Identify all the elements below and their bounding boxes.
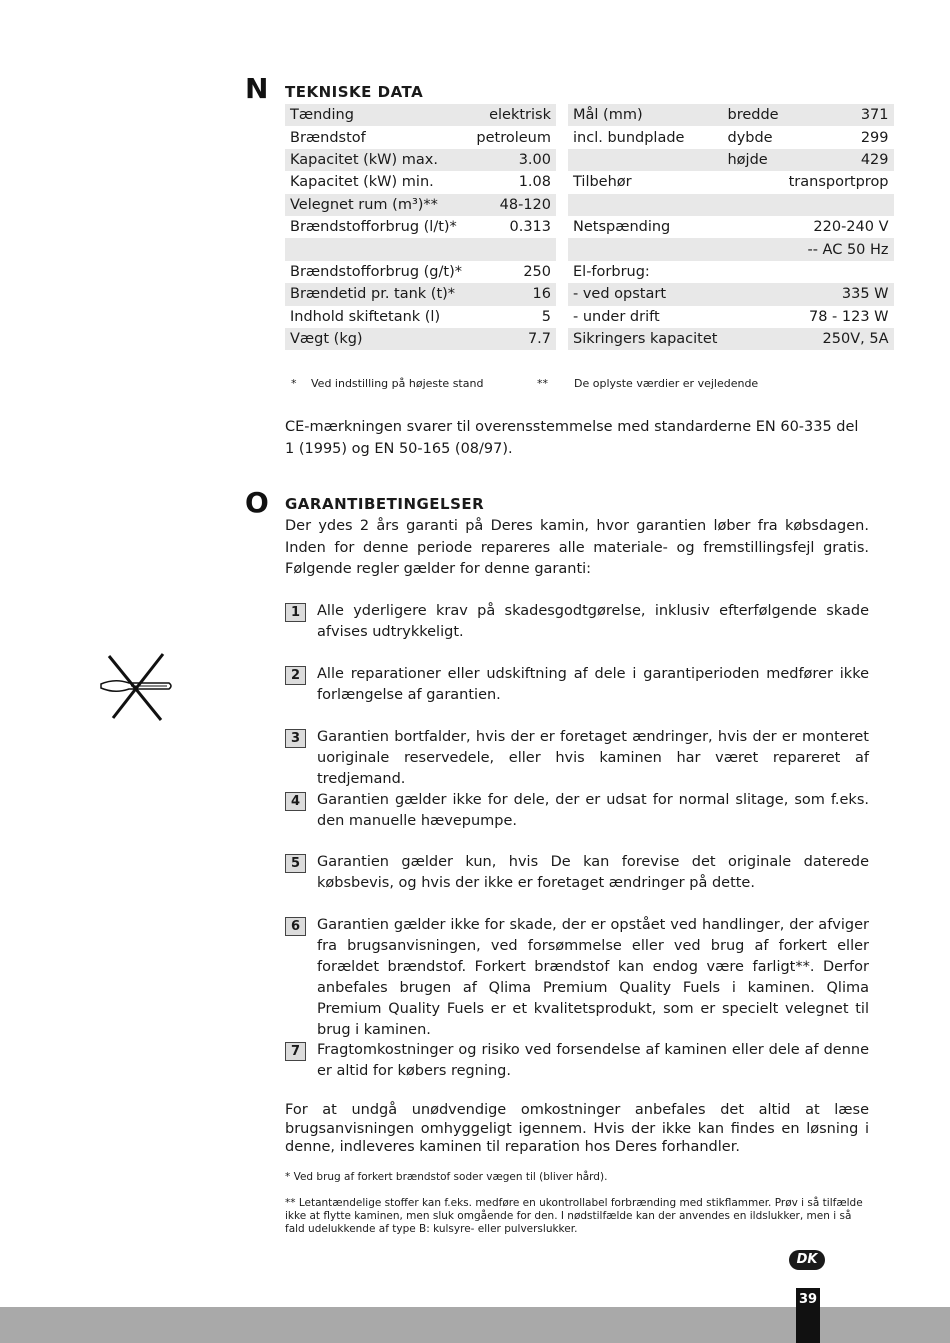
spec-label: Velegnet rum (m³)** [285,194,470,216]
spec-label: Brændstof [290,129,366,146]
spec-value [470,238,556,260]
spec-dimension [722,283,783,305]
spec-dimension [722,216,783,238]
item-number-box: 5 [285,854,306,873]
item-text: Alle reparationer eller udskiftning af dele i garantiperioden medfører ikke forlængelse af garantien. [317,666,869,703]
warranty-item [285,790,869,832]
spec-label: Sikringers kapacitet [568,328,722,350]
warranty-item [285,852,869,894]
spec-value [784,194,894,216]
spec-value: transportprop [788,174,889,191]
item-text: Garantien gælder kun, hvis De kan forevise det originale daterede købsbevis, og hvis der ikke er foretaget ændringer på dette. [317,854,869,891]
spec-table-left [285,104,556,350]
spec-label [568,149,722,171]
footnote-dstar-text: De oplyste værdier er vejledende [574,377,759,390]
spec-row [285,194,556,216]
spec-row [285,171,556,193]
spec-row [285,104,556,126]
spec-label: Indhold skiftetank (l) [290,308,441,325]
spec-value: 429 [784,149,894,171]
spec-label: - ved opstart [568,283,722,305]
spec-row [285,216,556,238]
spec-value: 5 [541,308,551,325]
spec-label [285,238,470,260]
spec-value: -- AC 50 Hz [784,238,894,260]
spec-row [568,216,894,238]
spec-row [285,126,556,148]
item-text: Garantien gælder ikke for dele, der er udsat for normal slitage, som f.eks. den manuelle hævepumpe. [317,792,869,829]
spec-value: 3.00 [470,149,556,171]
spec-value: 335 W [784,283,894,305]
language-badge: DK [789,1250,825,1270]
footnote-2: ** Letantændelige stoffer kan f.eks. medføre en ukontrollabel forbrænding med stikflammer. Prøv i så tilfælde ikke at flytte kaminen, men sluk omgående for den. I nødstilfælde kan der anvendes en ildslukker, men i så fald udelukkende af type B: kulsyre- eller pulverslukker. [285,1197,863,1235]
spec-value: 0.313 [509,219,551,236]
warranty-item [285,601,869,643]
item-text: Fragtomkostninger og risiko ved forsendelse af kaminen eller dele af denne er altid for købers regning. [317,1042,869,1079]
spec-row [285,238,556,260]
spec-row [285,306,556,328]
warranty-item [285,727,869,790]
spec-value: 7.7 [470,328,556,350]
crossed-screwdriver-icon [95,650,177,728]
spec-label: Tilbehør [573,174,632,191]
spec-value: 1.08 [518,174,551,191]
item-text: Garantien bortfalder, hvis der er foretaget ændringer, hvis der er monteret uoriginale reservedele, eller hvis kaminen har været repareret af tredjemand. [317,729,869,787]
item-number-box: 3 [285,729,306,748]
ce-marking-text: CE-mærkningen svarer til overensstemmelse med standarderne EN 60-335 del 1 (1995) og EN 50-165 (08/97). [285,419,859,457]
section-title-tekniske-data: TEKNISKE DATA [285,83,424,101]
spec-dimension: bredde [722,104,783,126]
item-number-box: 4 [285,792,306,811]
spec-dimension: dybde [727,129,773,146]
spec-table-right [568,104,894,350]
spec-value: 16 [470,283,556,305]
spec-value: 371 [784,104,894,126]
item-text: Alle yderligere krav på skadesgodtgørelse, inklusiv efterfølgende skade afvises udtrykkeligt. [317,603,869,640]
footnote-star-marker: * [291,377,297,390]
spec-value: petroleum [476,129,551,146]
section-letter-n: N [245,72,269,105]
spec-label: incl. bundplade [573,129,685,146]
spec-dimension [722,194,783,216]
spec-row [285,283,556,305]
spec-row [568,283,894,305]
spec-label: Vægt (kg) [285,328,470,350]
section-letter-o: O [245,486,269,519]
spec-value: 78 - 123 W [808,308,889,325]
spec-value: 48-120 [470,194,556,216]
page-number-tab [796,1288,820,1343]
spec-label: Brændstofforbrug (g/t)* [290,263,462,280]
spec-label: Brændstofforbrug (l/t)* [290,219,457,236]
warranty-item [285,915,869,1041]
spec-dimension [722,306,783,328]
item-number-box: 7 [285,1042,306,1061]
spec-label: Brændetid pr. tank (t)* [285,283,470,305]
spec-row [568,104,894,126]
spec-row [285,328,556,350]
page-number: 39 [798,1292,818,1307]
item-number-box: 6 [285,917,306,936]
spec-dimension [722,171,783,193]
spec-label: Netspænding [573,219,671,236]
spec-dimension: højde [722,149,783,171]
spec-dimension [722,328,783,350]
warranty-intro: Der ydes 2 års garanti på Deres kamin, hvor garantien løber fra købsdagen. Inden for denne periode repareres alle materiale- og fremstillingsfejl gratis. Følgende regler gælder for denne garanti: [285,518,869,577]
spec-dimension [722,261,783,283]
item-number-box: 1 [285,603,306,622]
spec-value [784,261,894,283]
spec-row [568,261,894,283]
spec-row [568,149,894,171]
spec-label [568,194,722,216]
spec-value: elektrisk [470,104,556,126]
spec-row [285,261,556,283]
spec-row [285,149,556,171]
spec-row [568,126,894,148]
spec-label [568,238,722,260]
footnote-dstar-marker: ** [537,377,548,390]
spec-row [568,306,894,328]
footnote-1: * Ved brug af forkert brændstof soder vægen til (bliver hård). [285,1171,608,1183]
spec-label: El-forbrug: [573,263,650,280]
item-number-box: 2 [285,666,306,685]
spec-label: Kapacitet (kW) max. [285,149,470,171]
spec-row [568,328,894,350]
spec-row [568,194,894,216]
warranty-item [285,1040,869,1082]
footnote-star-text: Ved indstilling på højeste stand [311,377,484,390]
spec-label: Tænding [285,104,470,126]
spec-value: 299 [860,129,889,146]
spec-label: - under drift [573,308,660,325]
spec-row [568,171,894,193]
spec-label: Mål (mm) [568,104,722,126]
spec-label: Kapacitet (kW) min. [290,174,434,191]
item-text: Garantien gælder ikke for skade, der er opstået ved handlinger, der afviger fra brugsanvisningen, ved forsømmelse eller ved brug af forkert eller forældet brændstof. Forkert brændstof kan endog være farligt**. Derfor anbefales brugen af Qlima Premium Quality Fuels i kaminen. Qlima Premium Quality Fuels er et kvalitetsprodukt, som er specielt velegnet til brug i kaminen. [317,917,869,1038]
warranty-item [285,664,869,706]
spec-value: 220-240 V [813,219,889,236]
spec-row [568,238,894,260]
closing-text: For at undgå unødvendige omkostninger anbefales det altid at læse brugsanvisningen omhyggeligt igennem. Hvis der ikke kan findes en løsning i denne, indleveres kaminen til reparation hos Deres forhandler. [285,1102,869,1155]
spec-value: 250V, 5A [784,328,894,350]
spec-value: 250 [523,263,551,280]
section-title-garantibetingelser: GARANTIBETINGELSER [285,495,485,513]
spec-dimension [722,238,783,260]
